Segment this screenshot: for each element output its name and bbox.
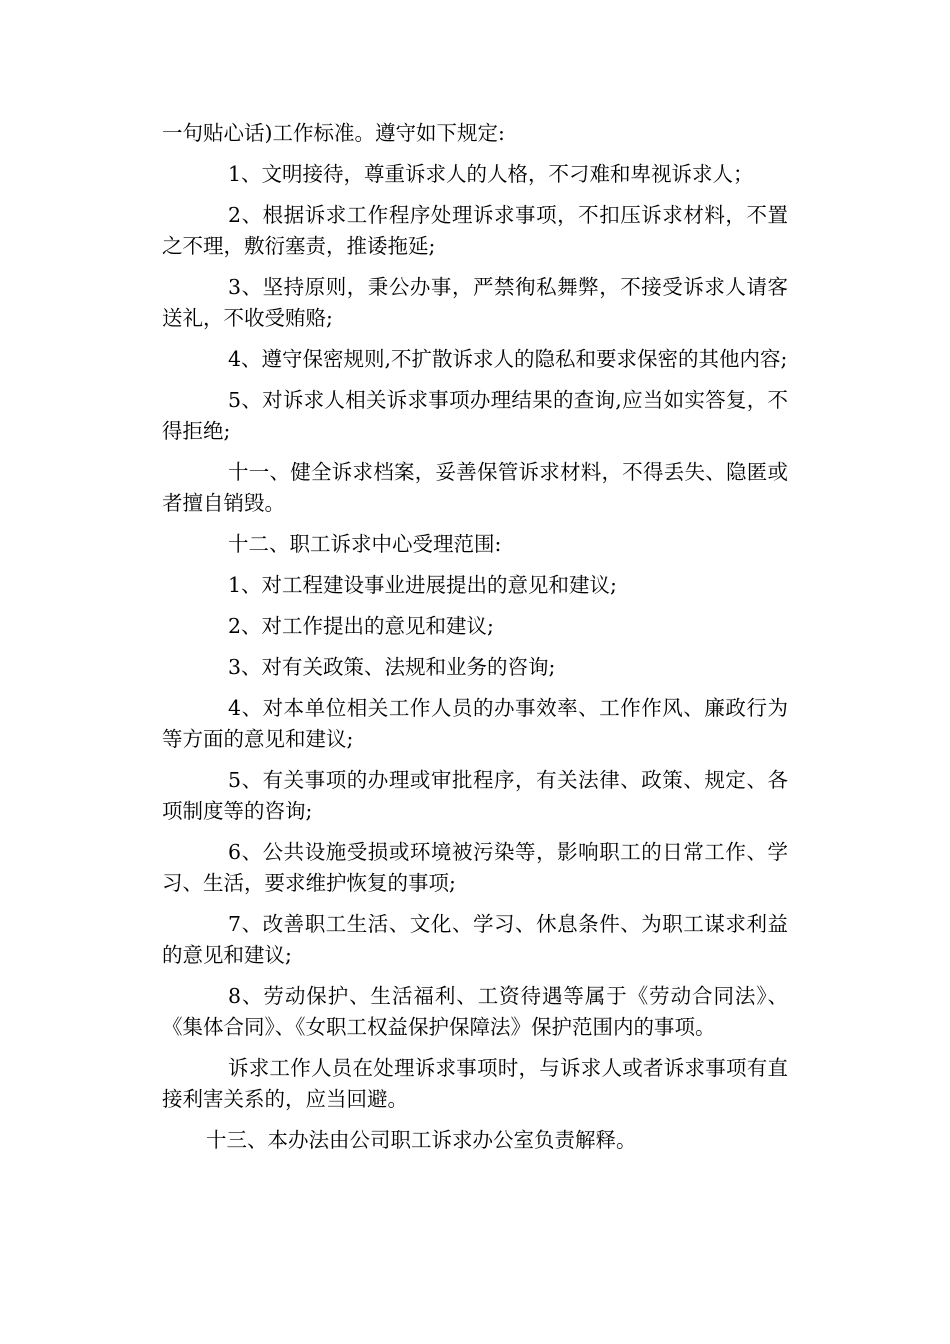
document-body [162, 118, 788, 1166]
paragraph: 5、对诉求人相关诉求事项办理结果的查询,应当如实答复，不得拒绝; [162, 388, 788, 443]
paragraph: 1、文明接待，尊重诉求人的人格，不刁难和卑视诉求人； [228, 162, 754, 186]
paragraph: 7、改善职工生活、文化、学习、休息条件、为职工谋求利益的意见和建议; [162, 912, 788, 967]
paragraph: 5、有关事项的办理或审批程序，有关法律、政策、规定、各项制度等的咨询; [162, 768, 788, 823]
paragraph: 一句贴心话)工作标准。遵守如下规定: [162, 121, 505, 145]
paragraph: 2、对工作提出的意见和建议; [228, 614, 494, 638]
paragraph: 6、公共设施受损或环境被污染等，影响职工的日常工作、学习、生活，要求维护恢复的事项; [162, 840, 788, 895]
paragraph: 4、对本单位相关工作人员的办事效率、工作作风、廉政行为等方面的意见和建议; [162, 696, 788, 751]
paragraph: 4、遵守保密规则,不扩散诉求人的隐私和要求保密的其他内容; [228, 347, 788, 371]
paragraph: 8、劳动保护、生活福利、工资待遇等属于《劳动合同法》、《集体合同》、《女职工权益保护保障法》保护范围内的事项。 [162, 984, 788, 1039]
paragraph: 2、根据诉求工作程序处理诉求事项，不扣压诉求材料，不置之不理，敷衍塞责，推诿拖延; [162, 203, 788, 258]
paragraph: 十三、本办法由公司职工诉求办公室负责解释。 [206, 1128, 637, 1152]
paragraph: 诉求工作人员在处理诉求事项时，与诉求人或者诉求事项有直接利害关系的，应当回避。 [162, 1056, 788, 1111]
paragraph: 3、对有关政策、法规和业务的咨询; [228, 655, 556, 679]
paragraph: 3、坚持原则，秉公办事，严禁徇私舞弊，不接受诉求人请客送礼，不收受贿赂; [162, 275, 788, 330]
paragraph: 1、对工程建设事业进展提出的意见和建议; [228, 573, 617, 597]
paragraph: 十二、职工诉求中心受理范围: [228, 532, 502, 556]
paragraph: 十一、健全诉求档案，妥善保管诉求材料，不得丢失、隐匿或者擅自销毁。 [162, 460, 788, 515]
